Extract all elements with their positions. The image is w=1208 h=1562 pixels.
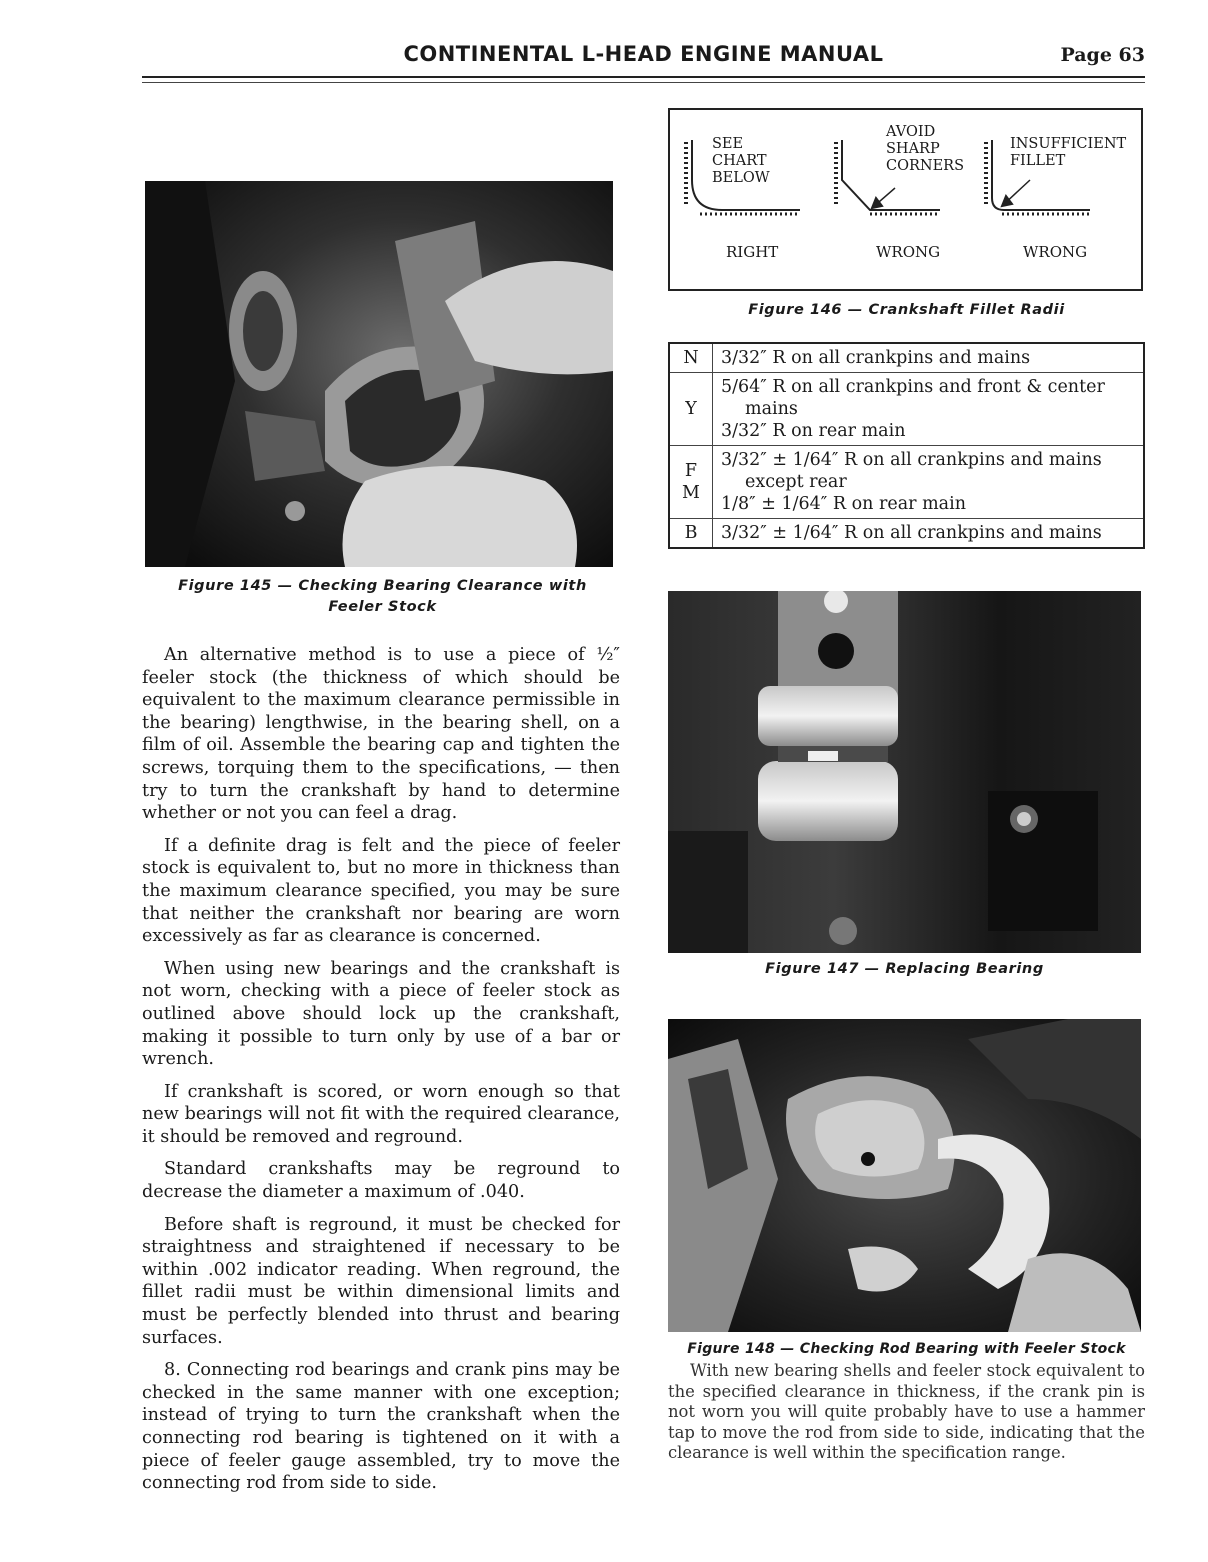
- figure-148-caption: Figure 148 — Checking Rod Bearing with Feeler Stock: [687, 1341, 1126, 1357]
- radii-table-spec: [713, 373, 1145, 446]
- radii-table-row: [669, 373, 1144, 446]
- header-rule-thin: [142, 82, 1145, 83]
- radii-spec-line: 3/32″ R on rear main: [721, 421, 906, 441]
- page-header: [142, 42, 1145, 92]
- fillet-state-right: RIGHT: [726, 243, 779, 261]
- radii-spec-line: 5/64″ R on all crankpins and front & center: [721, 377, 1105, 397]
- paragraph: An alternative method is to use a piece of ½″ feeler stock (the thickness of which should be equivalent to the maximum clearance permissible in the bearing) lengthwise, in the bearing shell, on a film of oil. Assemble the bearing cap and tighten the screws, torquing them to the specifications, — then try to turn the crankshaft by hand to determine whether or not you can feel a drag.: [142, 645, 620, 824]
- radii-table-code: B: [669, 519, 713, 549]
- paragraph: If a definite drag is felt and the piece of feeler stock is equivalent to, but no more in thickness than the maximum clearance specified, you may be sure that neither the crankshaft nor bearing are worn excessively as far as clearance is concerned.: [142, 835, 620, 947]
- radii-table-spec: [713, 343, 1145, 373]
- radii-table-row: [669, 343, 1144, 373]
- radii-table-spec: [713, 446, 1145, 519]
- manual-title: CONTINENTAL L-HEAD ENGINE MANUAL: [403, 42, 884, 66]
- figure-147-photo: [668, 591, 1141, 953]
- paragraph: With new bearing shells and feeler stock equivalent to the specified clearance in thickness, if the crank pin is not worn you will quite probably have to use a hammer tap to move the rod from side to side, indicating that the clearance is well within the specification range.: [668, 1361, 1145, 1462]
- radii-table-row: [669, 446, 1144, 519]
- page-number: Page 63: [1060, 44, 1145, 66]
- fillet-label-see-chart: SEE CHART BELOW: [712, 136, 770, 186]
- radii-table-code: Y: [669, 373, 713, 446]
- fillet-state-wrong: WRONG: [1023, 243, 1088, 261]
- radii-table-row: [669, 519, 1144, 549]
- fillet-label-avoid-sharp: AVOID SHARP CORNERS: [886, 124, 965, 174]
- paragraph: 8. Connecting rod bearings and crank pins may be checked in the same manner with one exception; instead of trying to turn the crankshaft when the connecting rod bearing is tightened on it with a piece of feeler gauge assembled, try to move the connecting rod from side to side.: [142, 1360, 620, 1494]
- figure-146-diagram: [668, 108, 1143, 291]
- paragraph: Before shaft is reground, it must be checked for straightness and straightened if necessary to be within .002 indicator reading. When reground, the fillet radii must be within dimensional limits and must be perfectly blended into thrust and bearing surfaces.: [142, 1214, 620, 1348]
- radii-spec-line: 3/32″ ± 1/64″ R on all crankpins and mains: [721, 450, 1102, 470]
- figure-145-photo: [145, 181, 613, 567]
- figure-146-caption: Figure 146 — Crankshaft Fillet Radii: [748, 302, 1065, 318]
- paragraph: If crankshaft is scored, or worn enough so that new bearings will not fit with the required clearance, it should be removed and reground.: [142, 1081, 620, 1147]
- radii-table-spec: [713, 519, 1145, 549]
- figure-145-caption: Figure 145 — Checking Bearing Clearance with Feeler Stock: [178, 578, 587, 615]
- figure-148-photo: [668, 1019, 1141, 1332]
- fillet-radii-table: [668, 342, 1145, 549]
- paragraph: When using new bearings and the crankshaft is not worn, checking with a piece of feeler stock as outlined above should lock up the crankshaft, making it possible to turn only by use of a bar or wrench.: [142, 958, 620, 1070]
- fillet-state-wrong: WRONG: [876, 243, 941, 261]
- header-rule: [142, 76, 1145, 78]
- paragraph: Standard crankshafts may be reground to decrease the diameter a maximum of .040.: [142, 1159, 620, 1203]
- fillet-label-insufficient: INSUFFICIENT FILLET: [1010, 136, 1127, 169]
- radii-spec-line: except rear: [745, 472, 847, 492]
- radii-spec-line: 1/8″ ± 1/64″ R on rear main: [721, 494, 966, 514]
- radii-spec-line: mains: [745, 399, 798, 419]
- body-text-left: [142, 644, 620, 1505]
- figure-147-caption: Figure 147 — Replacing Bearing: [765, 961, 1044, 977]
- radii-table-code: F M: [669, 446, 713, 519]
- radii-spec-line: 3/32″ R on all crankpins and mains: [721, 348, 1031, 368]
- radii-spec-line: 3/32″ ± 1/64″ R on all crankpins and mains: [721, 523, 1102, 543]
- radii-table-code: N: [669, 343, 713, 373]
